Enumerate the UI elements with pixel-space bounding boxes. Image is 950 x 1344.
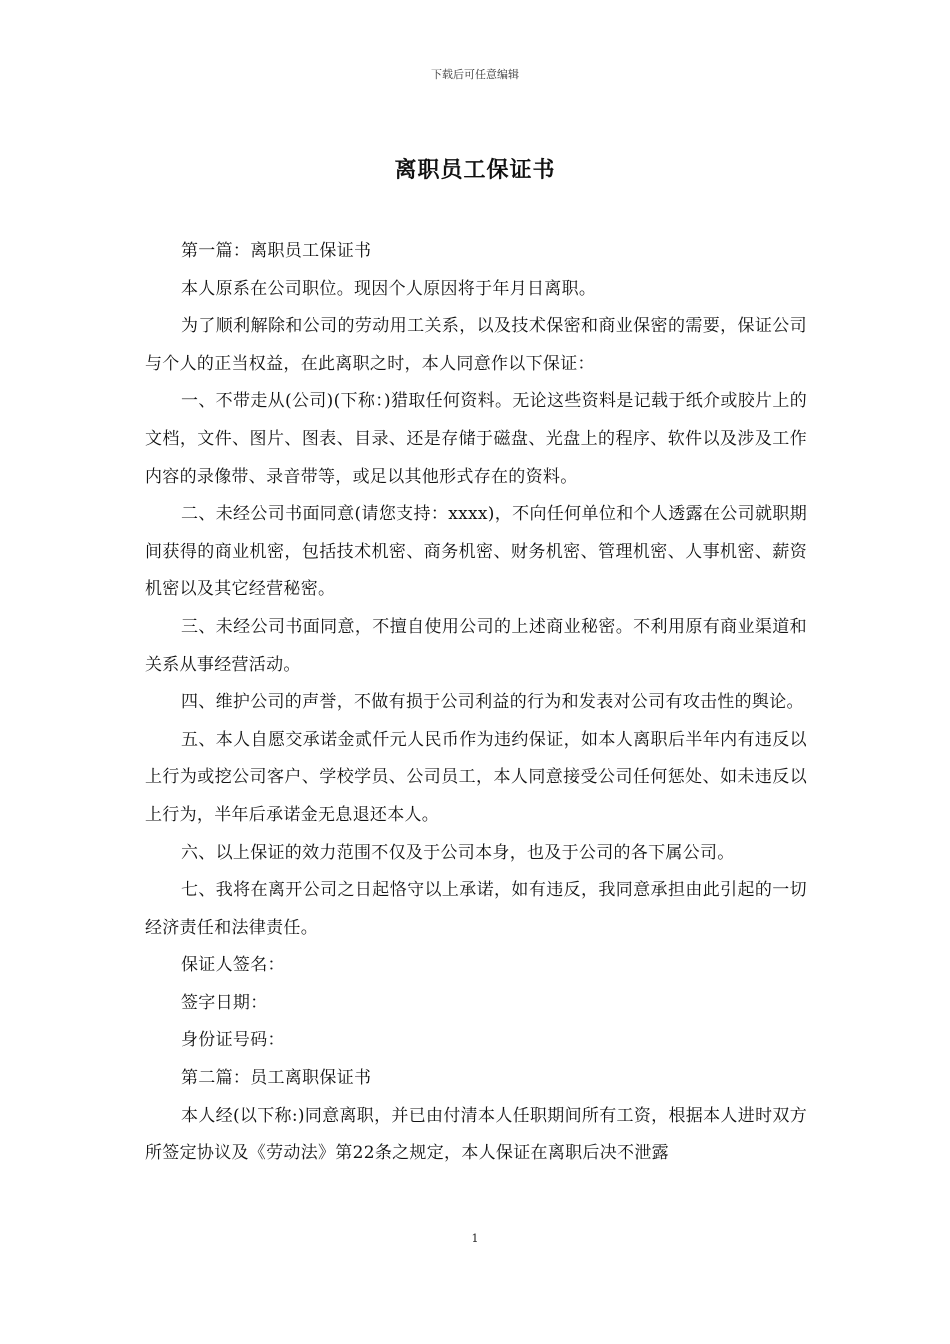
paragraph-clause-3: 三、未经公司书面同意，不擅自使用公司的上述商业秘密。不利用原有商业渠道和关系从事经营活动。: [145, 616, 807, 675]
paragraph-intro: 本人原系在公司职位。现因个人原因将于年月日离职。: [181, 278, 597, 299]
paragraph-clause-6: 六、以上保证的效力范围不仅及于公司本身，也及于公司的各下属公司。: [181, 842, 735, 863]
document-body: [145, 233, 807, 1173]
signature-date-label: 签字日期：: [181, 992, 268, 1013]
document-title: 离职员工保证书: [394, 157, 556, 183]
paragraph-purpose: 为了顺利解除和公司的劳动用工关系，以及技术保密和商业保密的需要，保证公司与个人的正当权益，在此离职之时，本人同意作以下保证：: [145, 316, 807, 374]
section-heading-part-two: 第二篇：员工离职保证书: [181, 1068, 372, 1089]
id-number-label: 身份证号码：: [181, 1030, 285, 1051]
paragraph-clause-4: 四、维护公司的声誉，不做有损于公司利益的行为和发表对公司有攻击性的舆论。: [181, 692, 804, 713]
paragraph-part-two-intro: 本人经(以下称:)同意离职，并已由付清本人任职期间所有工资，根据本人进时双方所签定协议及《劳动法》第22条之规定，本人保证在离职后决不泄露: [145, 1105, 807, 1164]
page-number: 1: [471, 1232, 479, 1245]
editable-note-header: 下载后可任意编辑: [431, 68, 519, 81]
guarantor-signature-label: 保证人签名：: [181, 955, 285, 976]
paragraph-clause-5: 五、本人自愿交承诺金贰仟元人民币作为违约保证，如本人离职后半年内有违反以上行为或挖公司客户、学校学员、公司员工，本人同意接受公司任何惩处、如未违反以上行为，半年后承诺金无息退还本人。: [145, 729, 807, 825]
section-heading-part-one: 第一篇：离职员工保证书: [181, 241, 372, 261]
paragraph-clause-2: 二、未经公司书面同意(请您支持：xxxx)，不向任何单位和个人透露在公司就职期间获得的商业机密，包括技术机密、商务机密、财务机密、管理机密、人事机密、薪资机密以及其它经营秘密。: [145, 504, 807, 600]
paragraph-clause-1: 一、不带走从(公司)(下称：)猎取任何资料。无论这些资料是记载于纸介或胶片上的文档，文件、图片、图表、目录、还是存储于磁盘、光盘上的程序、软件以及涉及工作内容的录像带、录音带等，或足以其他形式存在的资料。: [145, 391, 807, 487]
paragraph-clause-7: 七、我将在离开公司之日起恪守以上承诺，如有违反，我同意承担由此引起的一切经济责任和法律责任。: [145, 880, 807, 938]
